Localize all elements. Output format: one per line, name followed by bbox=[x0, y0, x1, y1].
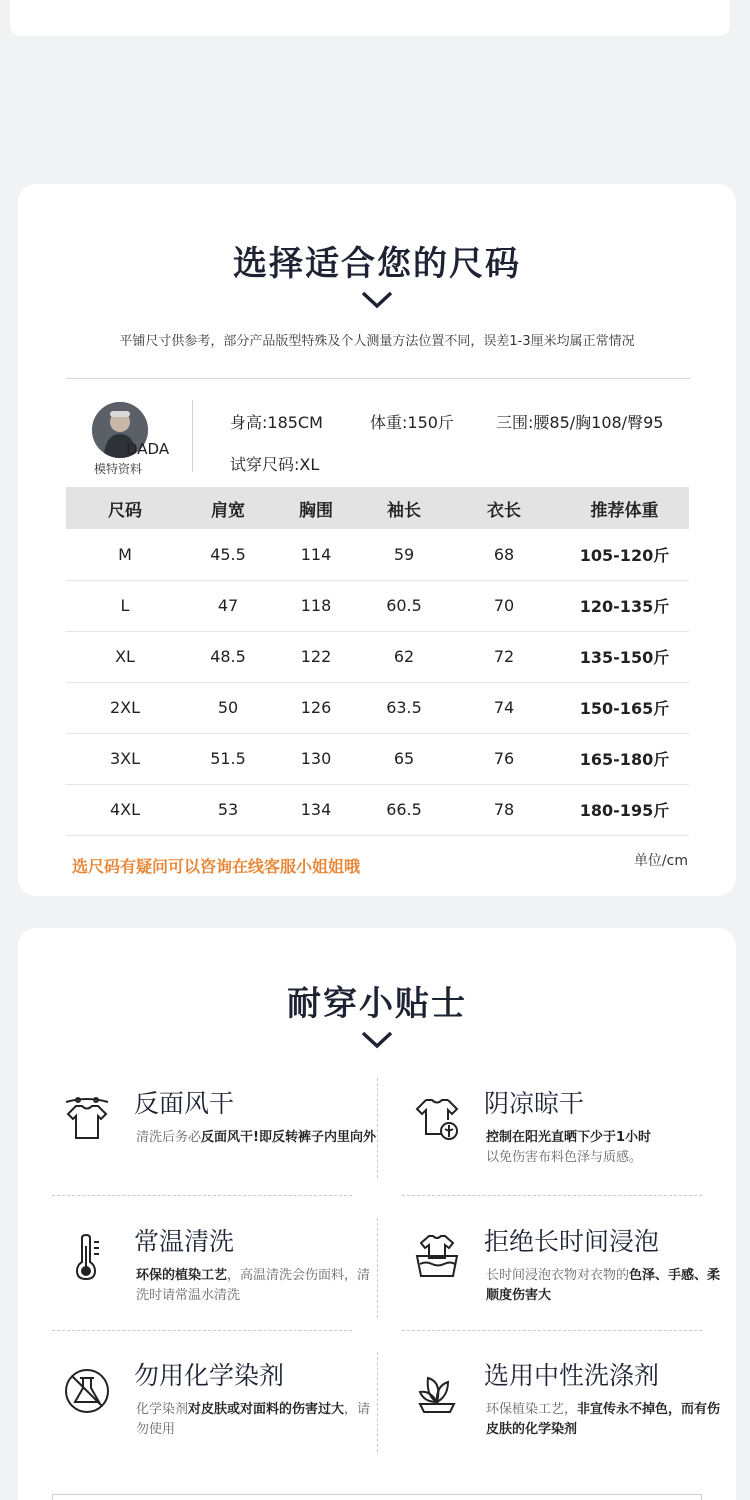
cell-weight: 120-135斤 bbox=[560, 580, 689, 631]
leaf-pot-icon bbox=[412, 1366, 462, 1416]
tip-description: 环保的植染工艺，高温清洗会伤面料，清洗时请常温水清洗 bbox=[136, 1268, 371, 1303]
model-tried-size: 试穿尺码:XL bbox=[230, 455, 320, 474]
measurement-note: 平铺尺寸供参考，部分产品版型特殊及个人测量方法位置不同，误差1-3厘米均属正常情况 bbox=[119, 334, 635, 349]
cell-length: 78 bbox=[448, 784, 560, 835]
cell-length: 74 bbox=[448, 682, 560, 733]
model-weight: 体重:150斤 bbox=[370, 413, 454, 432]
table-row bbox=[66, 784, 689, 835]
cell-weight: 135-150斤 bbox=[560, 631, 689, 682]
cell-size: XL bbox=[66, 631, 184, 682]
divider bbox=[377, 1352, 378, 1452]
unit-label: 单位/cm bbox=[633, 853, 688, 869]
cell-sleeve: 66.5 bbox=[360, 784, 448, 835]
model-name: DADA bbox=[126, 440, 170, 458]
cell-chest: 134 bbox=[272, 784, 360, 835]
cell-weight: 150-165斤 bbox=[560, 682, 689, 733]
header-sleeve: 袖长 bbox=[360, 487, 448, 529]
header-length: 衣长 bbox=[448, 487, 560, 529]
cell-length: 68 bbox=[448, 529, 560, 580]
cell-chest: 130 bbox=[272, 733, 360, 784]
cell-length: 72 bbox=[448, 631, 560, 682]
tip-item bbox=[52, 1068, 377, 1188]
cell-shoulder: 48.5 bbox=[184, 631, 272, 682]
tip-title: 反面风干 bbox=[134, 1089, 235, 1118]
cell-sleeve: 59 bbox=[360, 529, 448, 580]
divider bbox=[377, 1078, 378, 1178]
header-weight: 推荐体重 bbox=[560, 487, 689, 529]
header-size: 尺码 bbox=[66, 487, 184, 529]
cell-weight: 105-120斤 bbox=[560, 529, 689, 580]
tip-description: 化学染剂对皮肤或对面料的伤害过大，请勿使用 bbox=[136, 1402, 371, 1437]
chevron-down-icon bbox=[360, 1030, 394, 1050]
care-tips-card bbox=[18, 928, 736, 1500]
size-table bbox=[66, 487, 689, 836]
cell-sleeve: 62 bbox=[360, 631, 448, 682]
shirt-hanging-icon bbox=[62, 1094, 112, 1144]
thermometer-icon bbox=[62, 1232, 112, 1282]
cell-weight: 165-180斤 bbox=[560, 733, 689, 784]
table-header-row bbox=[66, 487, 689, 529]
table-row bbox=[66, 631, 689, 682]
shirt-basin-icon bbox=[412, 1232, 462, 1282]
cell-size: 4XL bbox=[66, 784, 184, 835]
cell-length: 76 bbox=[448, 733, 560, 784]
divider bbox=[66, 378, 690, 379]
cell-weight: 180-195斤 bbox=[560, 784, 689, 835]
shirt-sun-icon bbox=[412, 1094, 462, 1144]
tip-title: 选用中性洗涤剂 bbox=[484, 1361, 660, 1390]
tip-item bbox=[52, 1206, 377, 1326]
cell-length: 70 bbox=[448, 580, 560, 631]
cell-chest: 114 bbox=[272, 529, 360, 580]
cell-size: 2XL bbox=[66, 682, 184, 733]
tip-description: 长时间浸泡衣物对衣物的色泽、手感、柔顺度伤害大 bbox=[486, 1268, 721, 1303]
cell-shoulder: 50 bbox=[184, 682, 272, 733]
divider bbox=[52, 1195, 352, 1196]
size-guide-title: 选择适合您的尺码 bbox=[233, 244, 521, 284]
cell-size: 3XL bbox=[66, 733, 184, 784]
cell-sleeve: 63.5 bbox=[360, 682, 448, 733]
cell-shoulder: 45.5 bbox=[184, 529, 272, 580]
cell-chest: 126 bbox=[272, 682, 360, 733]
model-height: 身高:185CM bbox=[230, 413, 323, 432]
table-row bbox=[66, 529, 689, 580]
tip-description: 环保植染工艺，非宣传永不掉色，而有伤皮肤的化学染剂 bbox=[486, 1402, 721, 1437]
cell-sleeve: 65 bbox=[360, 733, 448, 784]
tip-title: 拒绝长时间浸泡 bbox=[484, 1227, 660, 1256]
chevron-down-icon bbox=[360, 290, 394, 310]
no-chemical-icon bbox=[62, 1366, 112, 1416]
care-tips-title: 耐穿小贴士 bbox=[287, 984, 467, 1024]
next-section-frame bbox=[52, 1494, 702, 1500]
tip-item bbox=[52, 1340, 377, 1460]
tip-title: 勿用化学染剂 bbox=[134, 1361, 285, 1390]
model-label: 模特资料 bbox=[94, 462, 143, 476]
model-divider bbox=[192, 400, 193, 472]
cell-sleeve: 60.5 bbox=[360, 580, 448, 631]
table-row bbox=[66, 733, 689, 784]
consult-hint: 选尺码有疑问可以咨询在线客服小姐姐哦 bbox=[72, 857, 361, 876]
cell-size: M bbox=[66, 529, 184, 580]
header-chest: 胸围 bbox=[272, 487, 360, 529]
cell-shoulder: 47 bbox=[184, 580, 272, 631]
tip-description: 控制在阳光直晒下少于1小时 以免伤害布料色泽与质感。 bbox=[486, 1130, 652, 1165]
tip-item bbox=[402, 1206, 727, 1326]
divider bbox=[402, 1195, 702, 1196]
tip-title: 阴凉晾干 bbox=[484, 1089, 585, 1118]
tip-title: 常温清洗 bbox=[134, 1227, 235, 1256]
tip-description: 清洗后务必反面风干!即反转裤子内里向外 bbox=[136, 1130, 376, 1145]
divider bbox=[377, 1218, 378, 1318]
table-row bbox=[66, 580, 689, 631]
cell-shoulder: 51.5 bbox=[184, 733, 272, 784]
cell-chest: 118 bbox=[272, 580, 360, 631]
cell-size: L bbox=[66, 580, 184, 631]
cell-shoulder: 53 bbox=[184, 784, 272, 835]
table-row bbox=[66, 682, 689, 733]
size-guide-card bbox=[18, 184, 736, 896]
previous-card-edge bbox=[10, 0, 730, 36]
header-shoulder: 肩宽 bbox=[184, 487, 272, 529]
tip-item bbox=[402, 1068, 727, 1188]
tip-item bbox=[402, 1340, 727, 1460]
cell-chest: 122 bbox=[272, 631, 360, 682]
divider bbox=[52, 1330, 352, 1331]
model-measurements: 三围:腰85/胸108/臀95 bbox=[496, 413, 664, 432]
divider bbox=[402, 1330, 702, 1331]
